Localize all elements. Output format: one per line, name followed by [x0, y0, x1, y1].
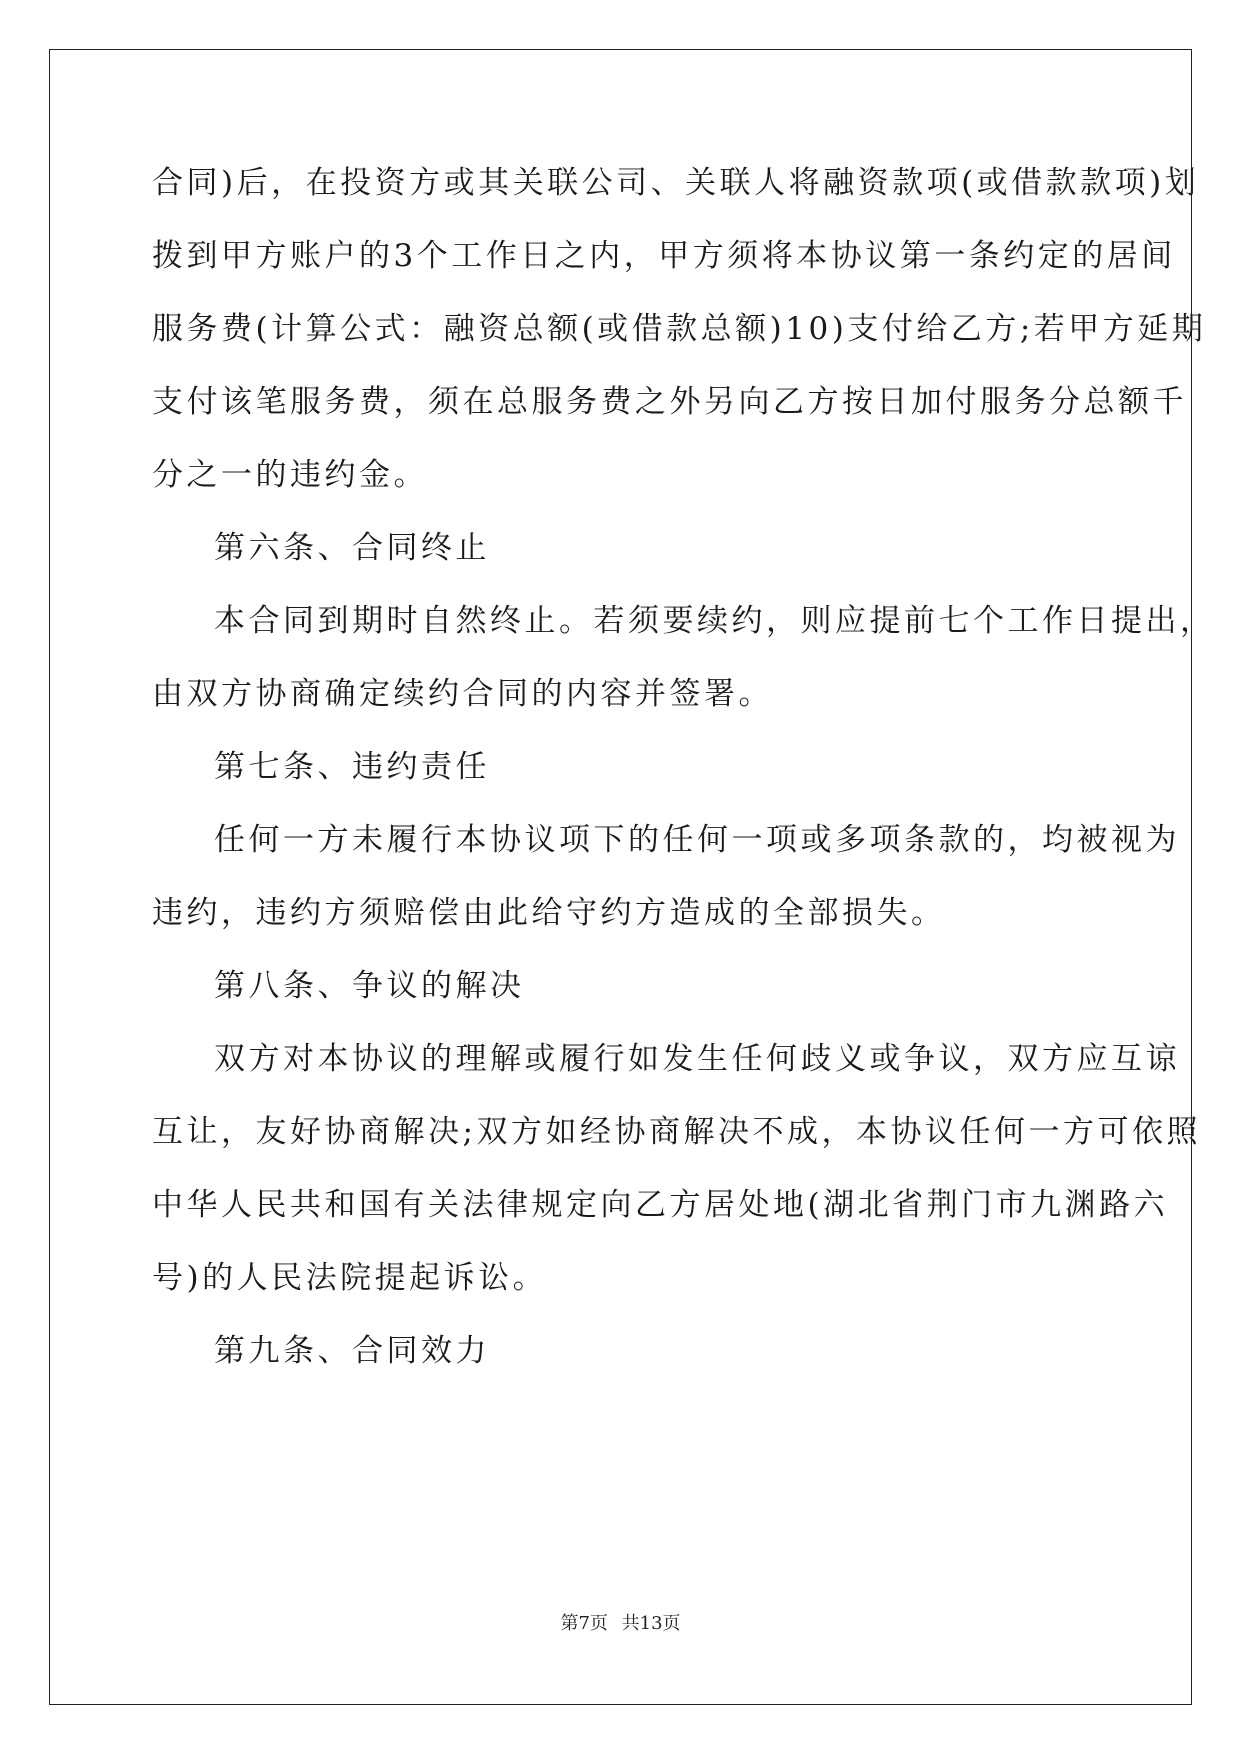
page-border	[49, 49, 1192, 1705]
page-total: 共13页	[621, 1613, 681, 1634]
body-line: 合同)后，在投资方或其关联公司、关联人将融资款项(或借款款项)划	[152, 165, 1200, 201]
page-number: 第7页	[560, 1613, 608, 1634]
body-line: 违约，违约方须赔偿由此给守约方造成的全部损失。	[152, 895, 946, 931]
body-line: 本合同到期时自然终止。若须要续约，则应提前七个工作日提出，	[214, 603, 1215, 639]
body-line: 任何一方未履行本协议项下的任何一项或多项条款的，均被视为	[214, 822, 1180, 858]
section-heading: 第七条、违约责任	[214, 749, 490, 785]
body-line: 双方对本协议的理解或履行如发生任何歧义或争议，双方应互谅	[214, 1041, 1180, 1077]
body-line: 互让，友好协商解决;双方如经协商解决不成，本协议任何一方可依照	[152, 1114, 1201, 1150]
body-line: 号)的人民法院提起诉讼。	[152, 1260, 548, 1296]
section-heading: 第六条、合同终止	[214, 530, 490, 566]
body-line: 服务费(计算公式：融资总额(或借款总额)10)支付给乙方;若甲方延期	[152, 311, 1207, 347]
body-line: 支付该笔服务费，须在总服务费之外另向乙方按日加付服务分总额千	[152, 384, 1187, 420]
section-heading: 第八条、争议的解决	[214, 968, 525, 1004]
body-line: 拨到甲方账户的3个工作日之内，甲方须将本协议第一条约定的居间	[152, 238, 1176, 274]
page-footer	[0, 1612, 1241, 1636]
body-line: 由双方协商确定续约合同的内容并签署。	[152, 676, 773, 712]
body-line: 中华人民共和国有关法律规定向乙方居处地(湖北省荆门市九渊路六	[152, 1187, 1169, 1223]
body-line: 分之一的违约金。	[152, 457, 428, 493]
section-heading: 第九条、合同效力	[214, 1333, 490, 1369]
